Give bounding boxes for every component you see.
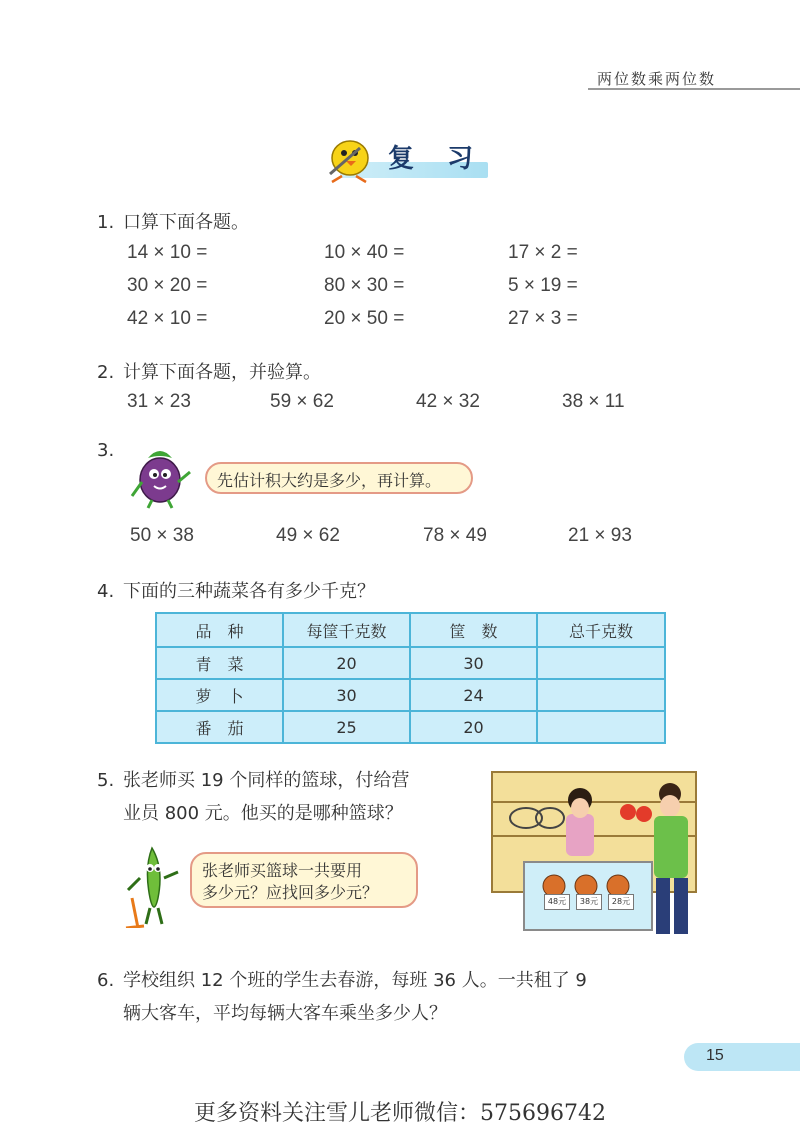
- question-3: [97, 440, 123, 461]
- section-title: 复 习: [388, 144, 486, 174]
- mental-math-item: 30 × 20 =: [127, 275, 208, 296]
- column-header: 筐 数: [410, 613, 537, 647]
- question-number: 3.: [97, 440, 115, 461]
- mental-math-item: 10 × 40 =: [324, 242, 405, 263]
- eggplant-mascot-icon: [128, 436, 198, 510]
- table-cell: [537, 647, 665, 679]
- calc-item: 38 × 11: [562, 391, 625, 412]
- question-2: [97, 358, 321, 384]
- estimate-item: 21 × 93: [568, 525, 632, 546]
- page-number-tab: [684, 1043, 800, 1071]
- question-prompt: 下面的三种蔬菜各有多少千克？: [123, 581, 375, 602]
- mental-math-item: 14 × 10 =: [127, 242, 208, 263]
- mental-math-item: 20 × 50 =: [324, 308, 405, 329]
- question-number: 2.: [97, 362, 115, 383]
- question-line: 学校组织 12 个班的学生去春游，每班 36 人。一共租了 9: [123, 970, 587, 991]
- question-number: 6.: [97, 970, 115, 991]
- table-cell: 30: [283, 679, 410, 711]
- table-row: [156, 711, 665, 743]
- table-row: [156, 647, 665, 679]
- column-header: 品 种: [156, 613, 283, 647]
- question-5: [97, 766, 409, 792]
- table-header-row: [156, 613, 665, 647]
- calc-item: 31 × 23: [127, 391, 191, 412]
- question-6: [97, 966, 587, 992]
- question-prompt: 口算下面各题。: [123, 212, 249, 233]
- mental-math-item: 42 × 10 =: [127, 308, 208, 329]
- table-cell: [537, 711, 665, 743]
- column-header: 每筐千克数: [283, 613, 410, 647]
- question-6-line2: 辆大客车，平均每辆大客车乘坐多少人？: [123, 1003, 447, 1024]
- shop-illustration: [488, 762, 702, 944]
- question-number: 4.: [97, 581, 115, 602]
- chapter-title: 两位数乘两位数: [596, 70, 716, 88]
- hint-bubble: 先估计积大约是多少，再计算。: [205, 462, 473, 494]
- mental-math-item: 80 × 30 =: [324, 275, 405, 296]
- question-line: 张老师买 19 个同样的篮球，付给营: [123, 770, 410, 791]
- question-number: 1.: [97, 212, 115, 233]
- question-1: [97, 208, 249, 234]
- page-number: 15: [706, 1047, 724, 1064]
- mental-math-item: 5 × 19 =: [508, 275, 578, 296]
- mental-math-item: 27 × 3 =: [508, 308, 578, 329]
- table-cell: 萝 卜: [156, 679, 283, 711]
- hint-bubble: [190, 852, 418, 908]
- question-4: [97, 577, 375, 603]
- question-number: 5.: [97, 770, 115, 791]
- table-cell: 20: [410, 711, 537, 743]
- table-cell: 20: [283, 647, 410, 679]
- price-tag: 28元: [608, 894, 634, 910]
- footer-note: 更多资料关注雪儿老师微信：575696742: [194, 1101, 606, 1126]
- table-cell: 青 菜: [156, 647, 283, 679]
- estimate-item: 49 × 62: [276, 525, 340, 546]
- price-tag: 38元: [576, 894, 602, 910]
- calc-item: 42 × 32: [416, 391, 480, 412]
- estimate-item: 50 × 38: [130, 525, 194, 546]
- table-row: [156, 679, 665, 711]
- shop-scene-icon: [488, 762, 702, 944]
- table-cell: 30: [410, 647, 537, 679]
- question-prompt: 计算下面各题，并验算。: [123, 362, 321, 383]
- table-cell: 25: [283, 711, 410, 743]
- section-heading: [320, 128, 490, 184]
- mental-math-item: 17 × 2 =: [508, 242, 578, 263]
- header-rule: [588, 88, 800, 90]
- vegetable-table: [155, 612, 666, 744]
- bubble-line: 张老师买篮球一共要用: [202, 861, 363, 880]
- bubble-line: 多少元？应找回多少元？: [202, 883, 379, 902]
- table-cell: [537, 679, 665, 711]
- table-cell: 24: [410, 679, 537, 711]
- question-5-line2: 业员 800 元。他买的是哪种篮球？: [123, 803, 403, 824]
- estimate-item: 78 × 49: [423, 525, 487, 546]
- chick-mascot-icon: [320, 128, 380, 184]
- price-tag: 48元: [544, 894, 570, 910]
- bean-mascot-icon: [124, 838, 188, 928]
- table-cell: 番 茄: [156, 711, 283, 743]
- calc-item: 59 × 62: [270, 391, 334, 412]
- column-header: 总千克数: [537, 613, 665, 647]
